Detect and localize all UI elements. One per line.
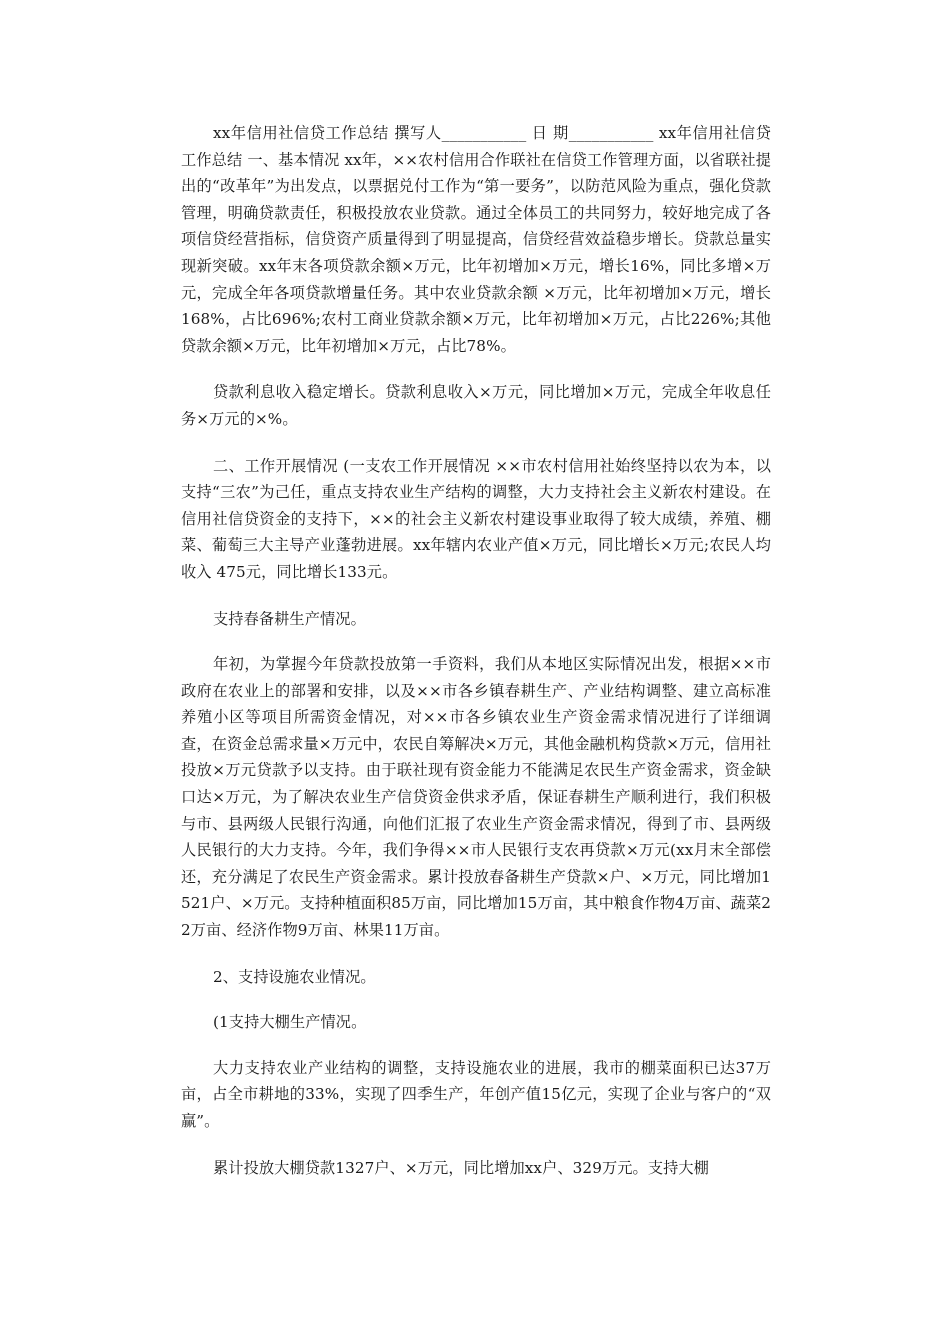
paragraph-spring-detail: 年初，为掌握今年贷款投放第一手资料，我们从本地区实际情况出发，根据××市政府在农业上的部署和安排，以及××市各乡镇春耕生产、产业结构调整、建立高标准养殖小区等项目所需资金情况，对××市各乡镇农业生产资金需求情况进行了详细调查，在资金总需求量×万元中，农民自筹解决×万元，其他金融机构贷款×万元，信用社投放×万元贷款予以支持。由于联社现有资金能力不能满足农民生产资金需求，资金缺口达×万元，为了解决农业生产信贷资金供求矛盾，保证春耕生产顺利进行，我们积极与市、县两级人民银行沟通，向他们汇报了农业生产资金需求情况，得到了市、县两级人民银行的大力支持。今年，我们争得××市人民银行支农再贷款×万元(xx月末全部偿还，充分满足了农民生产资金需求。累计投放春备耕生产贷款×户、×万元，同比增加1521户、×万元。支持种植面积85万亩，同比增加15万亩，其中粮食作物4万亩、蔬菜22万亩、经济作物9万亩、林果11万亩。 <box>181 655 771 940</box>
paragraph-facility-heading: 2、支持设施农业情况。 <box>213 967 376 986</box>
document-page <box>181 120 771 1201</box>
paragraph-basic-situation: xx年信用社信贷工作总结 撰写人___________ 日 期___________ xx年信用社信贷工作总结 一、基本情况 xx年，××农村信用合作联社在信贷工作管理方面，以省联社提出的“改革年”为出发点，以票据兑付工作为“第一要务”，以防范风险为重点，强化贷款管理，明确贷款责任，积极投放农业贷款。通过全体员工的共同努力，较好地完成了各项信贷经营指标，信贷资产质量得到了明显提高，信贷经营效益稳步增长。贷款总量实现新突破。xx年末各项贷款余额×万元，比年初增加×万元，增长16%，同比多增×万元，完成全年各项贷款增量任务。其中农业贷款余额 ×万元，比年初增加×万元，增长168%，占比696%;农村工商业贷款余额×万元，比年初增加×万元，占比226%;其他贷款余额×万元，比年初增加×万元，占比78%。 <box>181 124 771 355</box>
paragraph-interest-income: 贷款利息收入稳定增长。贷款利息收入×万元，同比增加×万元，完成全年收息任务×万元的×%。 <box>181 383 771 428</box>
paragraph-greenhouse-loans: 累计投放大棚贷款1327户、×万元，同比增加xx户、329万元。支持大棚 <box>213 1158 709 1177</box>
paragraph-greenhouse-detail: 大力支持农业产业结构的调整，支持设施农业的进展，我市的棚菜面积已达37万亩，占全市耕地的33%，实现了四季生产，年创产值15亿元，实现了企业与客户的“双赢”。 <box>181 1058 771 1130</box>
paragraph-spring-heading: 支持春备耕生产情况。 <box>213 609 366 628</box>
paragraph-greenhouse-heading: (1支持大棚生产情况。 <box>213 1013 367 1032</box>
paragraph-work-progress: 二、工作开展情况 (一支农工作开展情况 ××市农村信用社始终坚持以农为本，以支持“三农”为己任，重点支持农业生产结构的调整，大力支持社会主义新农村建设。在信用社信贷资金的支持下，××的社会主义新农村建设事业取得了较大成绩，养殖、棚菜、葡萄三大主导产业蓬勃进展。xx年辖内农业产值×万元，同比增长×万元;农民人均收入 475元，同比增长133元。 <box>181 456 771 581</box>
